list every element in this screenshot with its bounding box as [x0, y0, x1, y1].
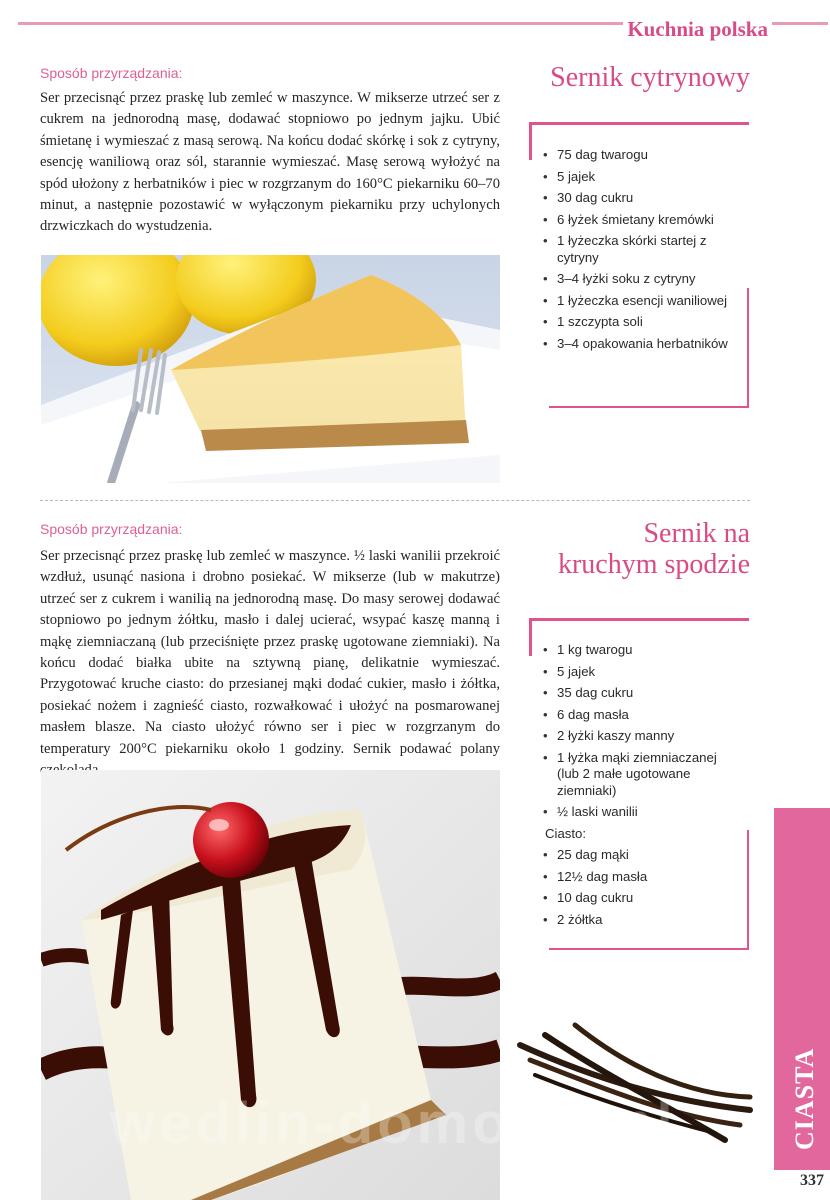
- ingredient-item: • 3–4 łyżki soku z cytryny: [529, 271, 739, 288]
- ingredient-item: • 6 łyżek śmietany kremówki: [529, 212, 739, 229]
- ingredient-item: • 1 łyżka mąki ziemniaczanej (lub 2 małe ugotowane ziemniaki): [529, 750, 739, 800]
- recipe2-method-label: Sposób przyrządzania:: [40, 521, 183, 537]
- recipe2-title: [558, 518, 750, 580]
- recipe2-method-text: Ser przecisnąć przez praskę lub zemleć w maszynce. ½ laski wanilii przekroić wzdłuż, usunąć nasiona i drobno posiekać. W mikserze (lub w makutrze) utrzeć ser z cukrem i wanilią na jednorodną masę. Do masy serowej dodawać stopniowo po jednym żółtku, masło i dalej ucierać, wsypać kaszę manną i mąkę ziemniaczaną (lub przeciśnięte przez praskę ugotowane ziemniaki). Na końcu dodać białka ubite na sztywną pianę, delikatnie wymieszać. Przygotować kruche ciasto: do przesianej mąki dodać cukier, masło i żółtka, posiekać nożem i zagnieść ciasto, rozwałkować i ułożyć na posmarowanej masłem blasze. Na ciasto ułożyć równo ser i piec w rozgrzanym do temperatury 200°C piekarniku około 1 godziny. Sernik podawać polany: [40, 548, 500, 757]
- frame-top: [529, 618, 749, 621]
- chapter-tab-label: CIASTA: [790, 1047, 819, 1150]
- recipe1-method-text: Ser przecisnąć przez praskę lub zemleć w maszynce. W mikserze utrzeć ser z cukrem na jednorodną masę, dodawać stopniowo po jednym jajku. Ubić śmietanę i wymieszać z masą serową. Na końcu dodać skórkę i sok z cytryny, esencję waniliową oraz sól, starannie wymieszać. Masę serową wyłożyć na spód ułożony z herbatników i piec w rozgrzanym do 160°C piekarniku 60–70 minut, a następnie pozostawić w wyłączonym piekarniku przy uchylonych drzwiczkach do wystudzenia.: [40, 90, 500, 235]
- ingredient-item: • 1 szczypta soli: [529, 314, 739, 331]
- frame-top: [529, 122, 749, 125]
- recipe1-method-label: Sposób przyrządzania:: [40, 65, 183, 81]
- watermark: wedlin-domowe.pl: [110, 1091, 677, 1156]
- page-number: 337: [800, 1172, 824, 1189]
- ingredient-item: • 1 łyżeczka skórki startej z cytryny: [529, 233, 739, 266]
- ingredient-item: • 2 łyżki kaszy manny: [529, 728, 739, 745]
- lemon-cheesecake-illustration: [41, 255, 500, 483]
- recipe1-ingredients-box: [529, 122, 749, 408]
- dough-ingredient-item: • 12½ dag masła: [529, 869, 739, 886]
- frame-right: [747, 830, 749, 950]
- ingredient-item: • 5 jajek: [529, 169, 739, 186]
- header-title: Kuchnia polska: [623, 17, 772, 42]
- recipe2-title-line2: kruchym spodzie: [557, 549, 750, 580]
- ingredient-item: • 1 kg twarogu: [529, 642, 739, 659]
- frame-right: [747, 288, 749, 408]
- ingredient-item: • 75 dag twarogu: [529, 147, 739, 164]
- recipe1-ingredient-list: [529, 147, 739, 357]
- ingredient-item: • ½ laski wanilii: [529, 804, 739, 821]
- recipe2-ingredients-box: [529, 618, 749, 950]
- dough-ingredient-item: • 2 żółtka: [529, 912, 739, 929]
- recipe1-title: Sernik cytrynowy: [550, 62, 750, 93]
- ingredient-item: • 30 dag cukru: [529, 190, 739, 207]
- recipe2-title-line1: Sernik na: [643, 518, 750, 549]
- ingredient-item: • 3–4 opakowania herbatników: [529, 336, 739, 353]
- dough-ingredient-item: • 10 dag cukru: [529, 890, 739, 907]
- section-divider: [40, 500, 750, 501]
- dough-subheading: Ciasto:: [545, 825, 587, 841]
- frame-bottom: [549, 948, 749, 950]
- ingredient-item: • 1 łyżeczka esencji waniliowej: [529, 293, 739, 310]
- ingredient-item: • 5 jajek: [529, 664, 739, 681]
- dough-ingredient-item: • 25 dag mąki: [529, 847, 739, 864]
- header-rule: [18, 17, 828, 41]
- recipe2-ingredient-list: [529, 642, 739, 933]
- ingredient-item: • 35 dag cukru: [529, 685, 739, 702]
- lemon-cheesecake-photo: [41, 255, 500, 483]
- ingredient-item: • 6 dag masła: [529, 707, 739, 724]
- frame-bottom: [549, 406, 749, 408]
